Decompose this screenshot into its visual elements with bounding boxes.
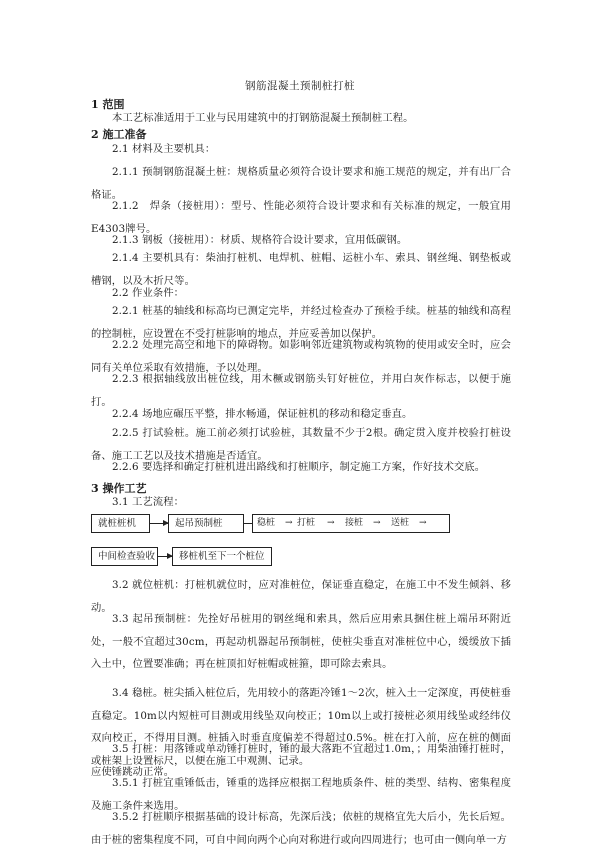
flow-box-inspection: 中间检查验收 bbox=[91, 547, 158, 566]
document-title: 钢筋混凝土预制桩打桩 bbox=[245, 80, 355, 92]
paragraph-3-5-2: 3.5.2 打桩顺序根据基础的设计标高，先深后浅；依桩的规格宜先大后小，先长后短。由于桩的密集程度不同，可自中间向两个心向对称进行或向四周进行；也可由一侧向单一方 bbox=[91, 811, 511, 846]
paragraph-2-2-6: 2.2.6 要选择和确定打桩机进出路线和打桩顺序，制定施工方案，作好技术交底。 bbox=[112, 461, 486, 473]
section-2-heading: 2 施工准备 bbox=[91, 128, 147, 141]
paragraph-2-2-3: 2.2.3 根据轴线放出桩位线，用木橛或钢筋头钉好桩位，并用白灰作标志，以便于施打。 bbox=[91, 373, 511, 408]
paragraph-2-2-4: 2.2.4 场地应碾压平整，排水畅通，保证桩机的移动和稳定垂直。 bbox=[112, 408, 413, 420]
paragraph-2-1-2: 2.1.2 焊条（接桩用）：型号、性能必须符合设计要求和有关标准的规定，一般宜用E4303牌号。 bbox=[91, 200, 511, 235]
paragraph-3-2: 3.2 就位桩机：打桩机就位时，应对准桩位，保证垂直稳定，在施工中不发生倾斜、移动。 bbox=[91, 579, 511, 614]
arrow-glyph-1: → bbox=[285, 518, 293, 528]
paragraph-2-1-1: 2.1.1 预制钢筋混凝土桩：规格质量必须符合设计要求和施工规范的规定，并有出厂合格证。 bbox=[91, 166, 511, 201]
flow-box-drive: 打桩 bbox=[297, 518, 316, 528]
paragraph-3-4: 3.4 稳桩。桩尖插入桩位后，先用较小的落距冷锤1～2次，桩入土一定深度，再使桩垂直稳定。10m以内短桩可目测或用线坠双向校正；10m以上或打接桩必须用线坠或经纬仪双向校正，不得用目测。桩插入时垂直度偏差不得超过0.5%。桩在打入前，应在桩的侧面或桩架上设置标尺，以便在施工中观测、记录。 bbox=[91, 687, 511, 767]
paragraph-3-1: 3.1 工艺流程： bbox=[112, 496, 185, 508]
flow-box-position-rig: 就桩桩机 bbox=[91, 514, 150, 533]
paragraph-3-3: 3.3 起吊预制桩：先拴好吊桩用的钢丝绳和索具，然后应用索具捆住桩上端吊环附近处，一般不宜超过30cm，再起动机器起吊预制桩，使桩尖垂直对准桩位中心，缓缓放下插入土中，位置要准确；再在桩顶扣好桩帽或桩箍，即可除去索具。 bbox=[91, 613, 511, 670]
paragraph-3-5: 3.5 打桩：用落锤或单动锤打桩时，锤的最大落距不宜超过1.0m，；用柴油锤打桩时，应使锤跳动正常。 bbox=[91, 743, 511, 778]
section-3-heading: 3 操作工艺 bbox=[91, 482, 147, 495]
arrow-glyph-2: → bbox=[327, 518, 335, 528]
flow-arrow-1 bbox=[150, 523, 168, 524]
flow-box-follow: 送桩 bbox=[391, 518, 410, 528]
section-1-paragraph: 本工艺标准适用于工业与民用建筑中的打钢筋混凝土预制桩工程。 bbox=[112, 112, 414, 124]
section-1-heading: 1 范围 bbox=[91, 98, 125, 111]
flow-box-stabilize: 稳桩 bbox=[257, 518, 276, 528]
paragraph-2-2-5: 2.2.5 打试验桩。施工前必须打试验桩，其数量不少于2根。确定贯入度并校验打桩设备、施工工艺以及技术措施是否适宜。 bbox=[91, 427, 511, 462]
flow-box-lift-pile: 起吊预制桩 bbox=[168, 514, 244, 533]
paragraph-2-2: 2.2 作业条件： bbox=[112, 287, 185, 299]
flow-box-strip bbox=[252, 514, 450, 533]
flow-arrow-5 bbox=[158, 556, 172, 557]
arrow-glyph-3: → bbox=[373, 518, 381, 528]
paragraph-2-1-4: 2.1.4 主要机具有：柴油打桩机、电焊机、桩帽、运桩小车、索具、钢丝绳、钢垫板或槽钢，以及木折尺等。 bbox=[91, 252, 511, 287]
paragraph-2-2-2: 2.2.2 处理完高空和地下的障碍物。如影响邻近建筑物或构筑物的使用或安全时，应会同有关单位采取有效措施，予以处理。 bbox=[91, 339, 511, 374]
paragraph-2-1: 2.1 材料及主要机具： bbox=[112, 143, 216, 155]
flow-box-move-next: 移桩机至下一个桩位 bbox=[172, 547, 272, 566]
paragraph-2-1-3: 2.1.3 钢板（接桩用）：材质、规格符合设计要求，宜用低碳钢。 bbox=[112, 234, 408, 246]
paragraph-3-5-1: 3.5.1 打桩宜重锤低击，锤重的选择应根据工程地质条件、桩的类型、结构、密集程度及施工条件来选用。 bbox=[91, 777, 511, 812]
paragraph-2-2-1: 2.2.1 桩基的轴线和标高均已测定完毕，并经过检查办了预检手续。桩基的轴线和高程的控制桩，应设置在不受打桩影响的地点，并应妥善加以保护。 bbox=[91, 305, 511, 340]
flow-box-splice: 接桩 bbox=[345, 518, 364, 528]
arrow-glyph-4: → bbox=[419, 518, 427, 528]
